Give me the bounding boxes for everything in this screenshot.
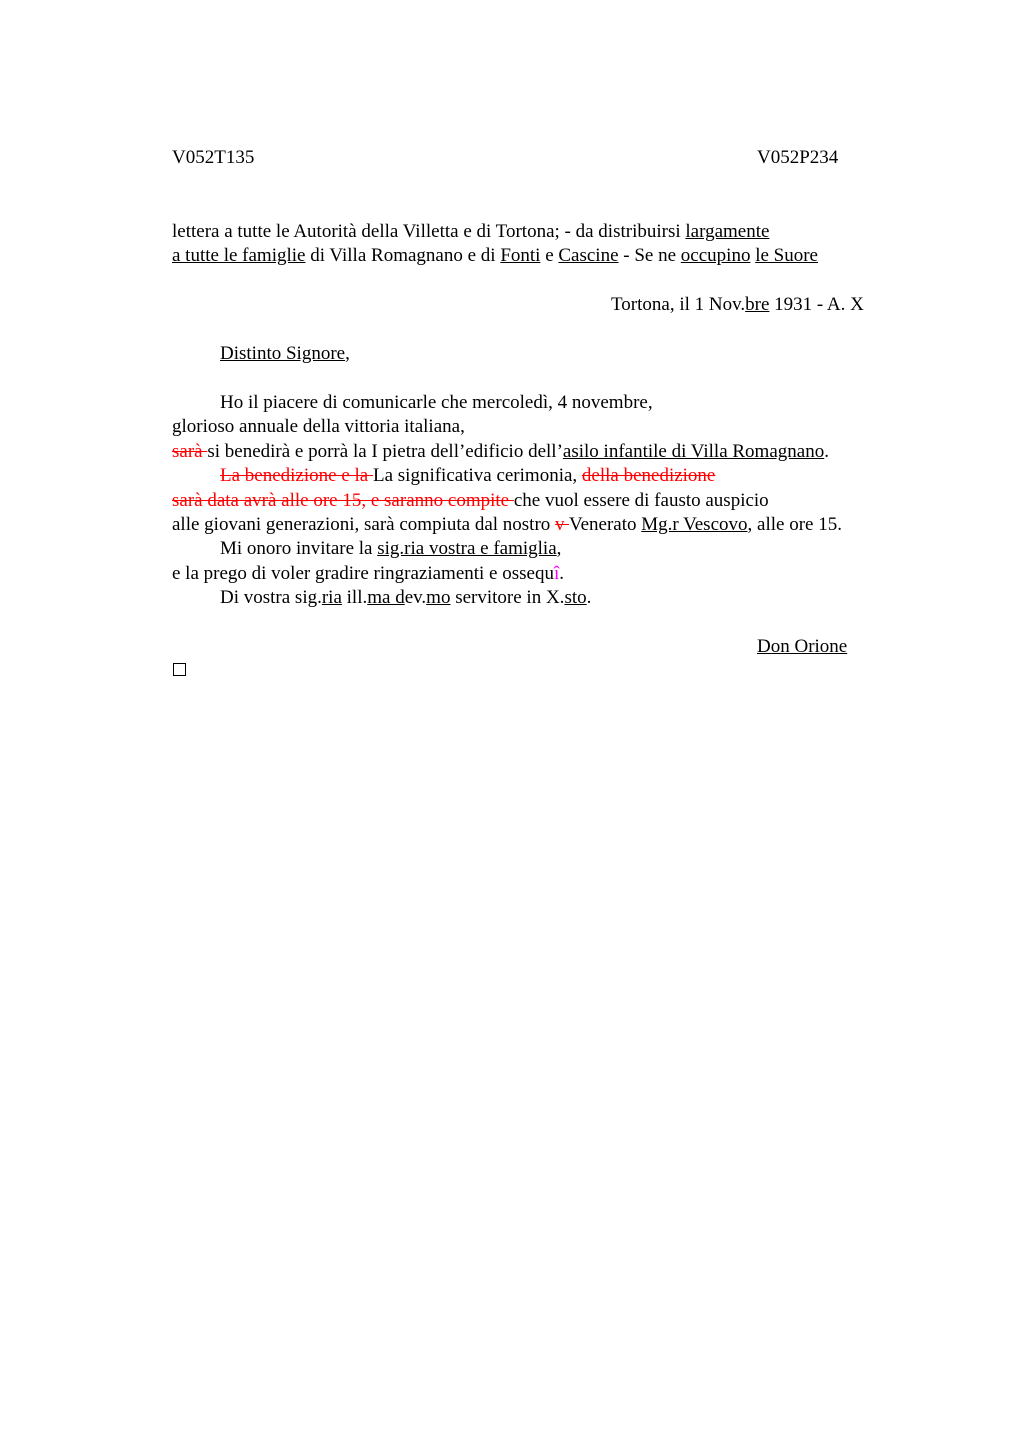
body-text: La significativa cerimonia, [372, 465, 582, 486]
body-underlined: sig.ria vostra e famiglia [377, 538, 557, 559]
note-text: e [540, 245, 559, 266]
dateline-underlined: bre [745, 294, 770, 315]
note-underlined: largamente [685, 221, 770, 242]
body-text: si benedirà e porrà la I pietra dell’edificio dell’ [207, 441, 563, 462]
body-underlined: Mg.r Vescovo [641, 514, 748, 535]
body-underlined: ria [321, 587, 342, 608]
note-text: - Se ne [618, 245, 681, 266]
body-line-4 [220, 464, 715, 488]
dateline-text: Tortona, il 1 Nov. [611, 294, 746, 315]
body-line-3 [172, 440, 829, 464]
deleted-text: sarà data avrà alle ore 15, e saranno compite [172, 490, 514, 511]
body-text: , alle ore 15. [747, 514, 842, 535]
body-line-6 [172, 513, 842, 537]
signature: Don Orione [757, 636, 848, 657]
end-marker-box [173, 663, 186, 676]
body-text: Mi onoro invitare la [220, 538, 378, 559]
body-text: Di vostra sig. [220, 587, 322, 608]
body-underlined: mo [426, 587, 451, 608]
closing-line [220, 586, 591, 610]
body-line-7 [220, 537, 561, 561]
note-underlined: Cascine [558, 245, 619, 266]
note-text: di Villa Romagnano e di [305, 245, 501, 266]
body-line-8 [172, 562, 564, 586]
body-text: . [586, 587, 592, 608]
body-text: . [559, 563, 564, 584]
deleted-text: La benedizione e la [220, 465, 373, 486]
body-text: che vuol essere di fausto auspicio [513, 490, 769, 511]
note-underlined: Fonti [500, 245, 541, 266]
body-text: alle giovani generazioni, sarà compiuta dal nostro [172, 514, 556, 535]
body-line-2: glorioso annuale della vittoria italiana, [172, 416, 465, 437]
body-underlined: ma d [367, 587, 405, 608]
deleted-text: v [555, 514, 569, 535]
deleted-text: sarà [172, 441, 208, 462]
salutation [220, 342, 350, 366]
body-underlined: sto [564, 587, 587, 608]
salutation-text: , [345, 343, 350, 364]
header-left-code: V052T135 [172, 147, 255, 168]
note-line-2 [172, 244, 818, 268]
body-text: , [556, 538, 562, 559]
dateline [611, 293, 864, 317]
dateline-text: 1931 - A. X [769, 294, 864, 315]
body-text: . [824, 441, 829, 462]
body-text: e la prego di voler gradire ringraziamenti e ossequ [172, 563, 554, 584]
body-text: Venerato [568, 514, 642, 535]
note-line-1 [172, 220, 769, 244]
note-text: lettera a tutte le Autorità della Villetta e di Tortona; - da distribuirsi [172, 221, 686, 242]
note-underlined: occupino [680, 245, 751, 266]
body-text: servitore in X. [450, 587, 565, 608]
deleted-text: della benedizione [581, 465, 716, 486]
body-underlined: asilo infantile di Villa Romagnano [562, 441, 825, 462]
header-right-code: V052P234 [757, 147, 839, 168]
body-text: ev. [404, 587, 427, 608]
insertion-mark: î [553, 563, 560, 584]
salutation-underlined: Distinto Signore [220, 343, 346, 364]
body-line-5 [172, 489, 769, 513]
body-text: ill. [341, 587, 368, 608]
note-underlined: a tutte le famiglie [172, 245, 306, 266]
note-underlined: le Suore [755, 245, 818, 266]
body-line-1: Ho il piacere di comunicarle che mercoledì, 4 novembre, [220, 392, 653, 413]
